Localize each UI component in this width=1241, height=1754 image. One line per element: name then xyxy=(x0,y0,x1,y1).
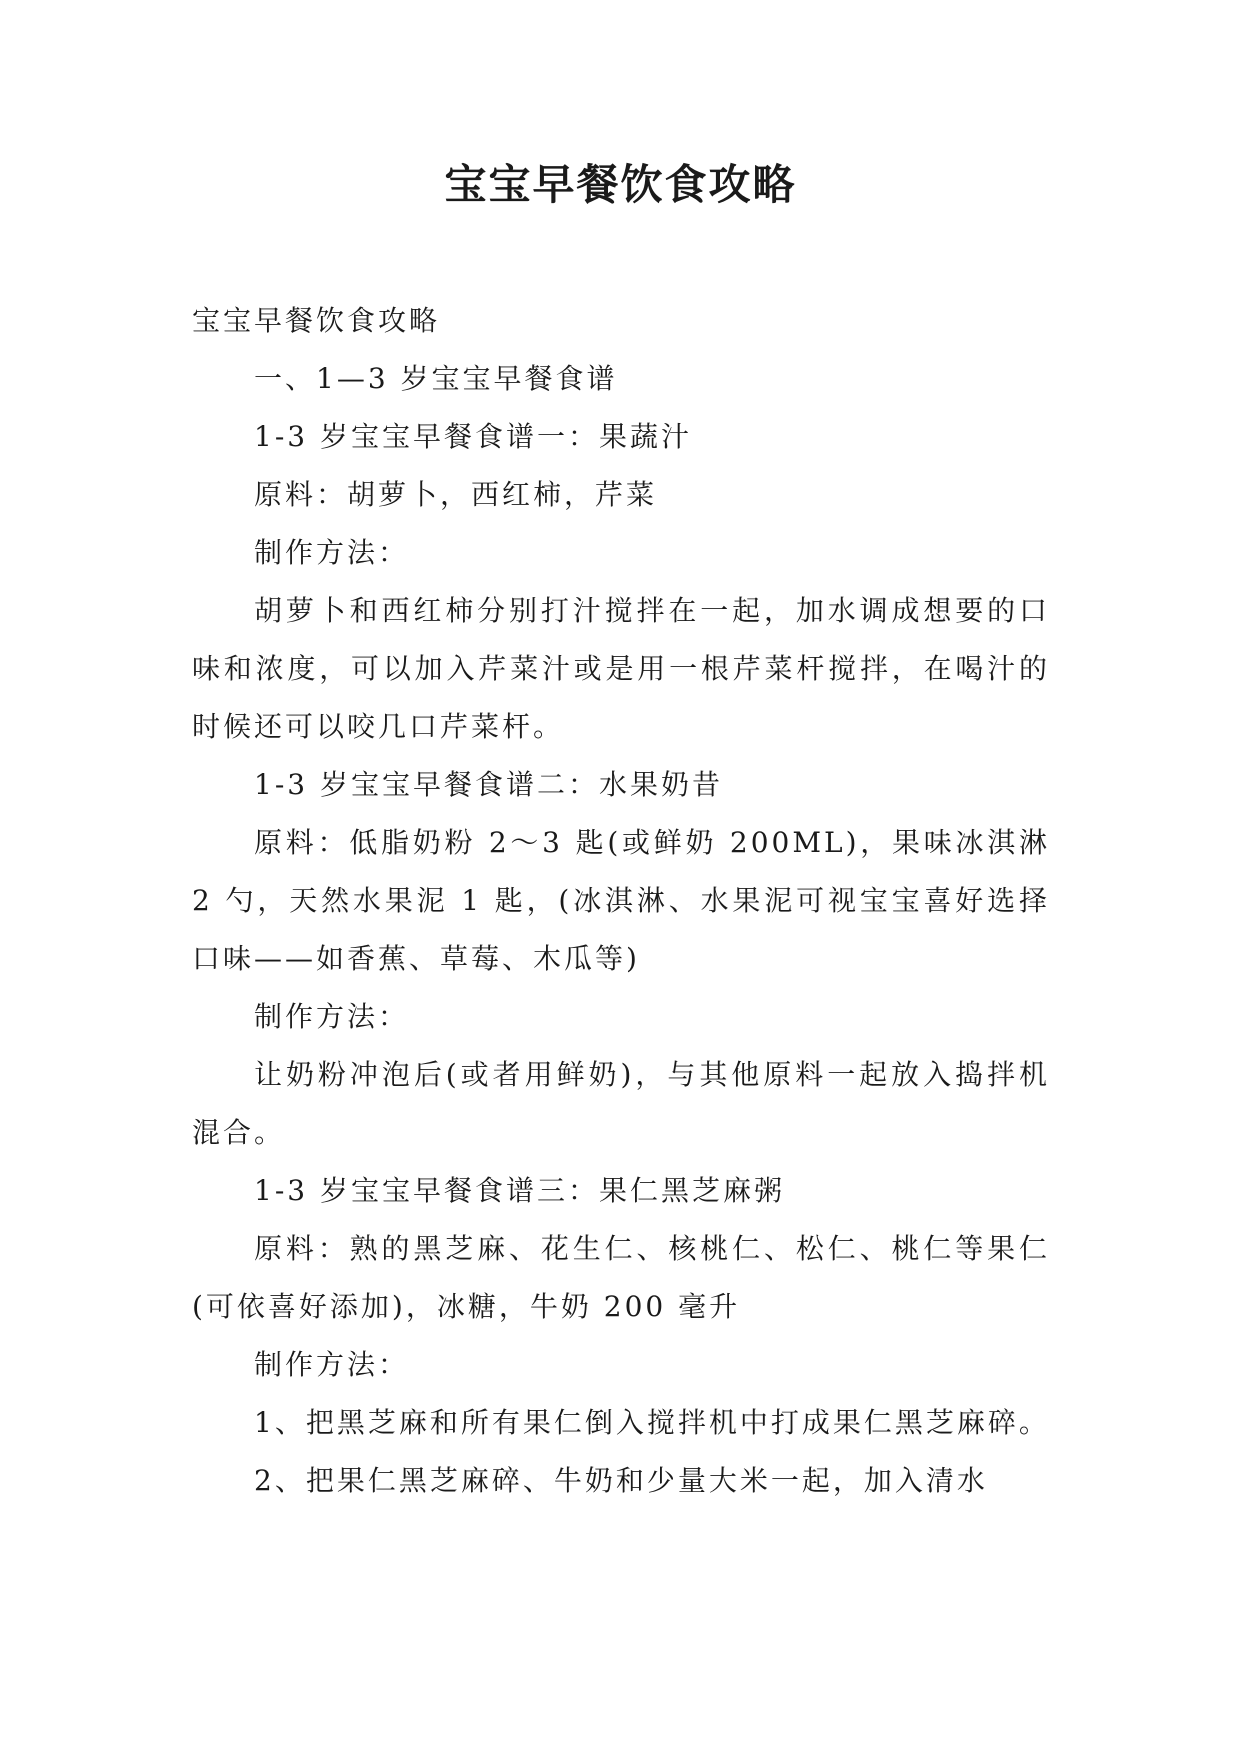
ingredients-paragraph: 原料：低脂奶粉 2～3 匙(或鲜奶 200ML)，果味冰淇淋 2 勺，天然水果泥 1 匙，(冰淇淋、水果泥可视宝宝喜好选择口味——如香蕉、草莓、木瓜等) xyxy=(192,826,1050,975)
recipe-title: 1-3 岁宝宝早餐食谱二：水果奶昔 xyxy=(254,768,723,801)
method-paragraph: 让奶粉冲泡后(或者用鲜奶)，与其他原料一起放入捣拌机混合。 xyxy=(192,1058,1050,1149)
paragraph-heading: 宝宝早餐饮食攻略 xyxy=(192,304,441,337)
section-heading: 一、1—3 岁宝宝早餐食谱 xyxy=(254,362,618,395)
method-label: 制作方法： xyxy=(254,1348,410,1381)
document-title: 宝宝早餐饮食攻略 xyxy=(444,160,797,209)
recipe-title: 1-3 岁宝宝早餐食谱一：果蔬汁 xyxy=(254,420,692,453)
method-step: 2、把果仁黑芝麻碎、牛奶和少量大米一起，加入清水 xyxy=(254,1464,988,1497)
ingredients-paragraph: 原料：熟的黑芝麻、花生仁、核桃仁、松仁、桃仁等果仁(可依喜好添加)，冰糖，牛奶 200 毫升 xyxy=(192,1232,1050,1323)
ingredients-paragraph: 原料：胡萝卜，西红柿，芹菜 xyxy=(254,478,658,511)
method-label: 制作方法： xyxy=(254,536,410,569)
method-label: 制作方法： xyxy=(254,1000,410,1033)
recipe-title: 1-3 岁宝宝早餐食谱三：果仁黑芝麻粥 xyxy=(254,1174,785,1207)
method-step: 1、把黑芝麻和所有果仁倒入搅拌机中打成果仁黑芝麻碎。 xyxy=(254,1406,1050,1439)
method-paragraph: 胡萝卜和西红柿分别打汁搅拌在一起，加水调成想要的口味和浓度，可以加入芹菜汁或是用一根芹菜杆搅拌，在喝汁的时候还可以咬几口芹菜杆。 xyxy=(192,594,1050,743)
document-body xyxy=(192,292,1050,1510)
